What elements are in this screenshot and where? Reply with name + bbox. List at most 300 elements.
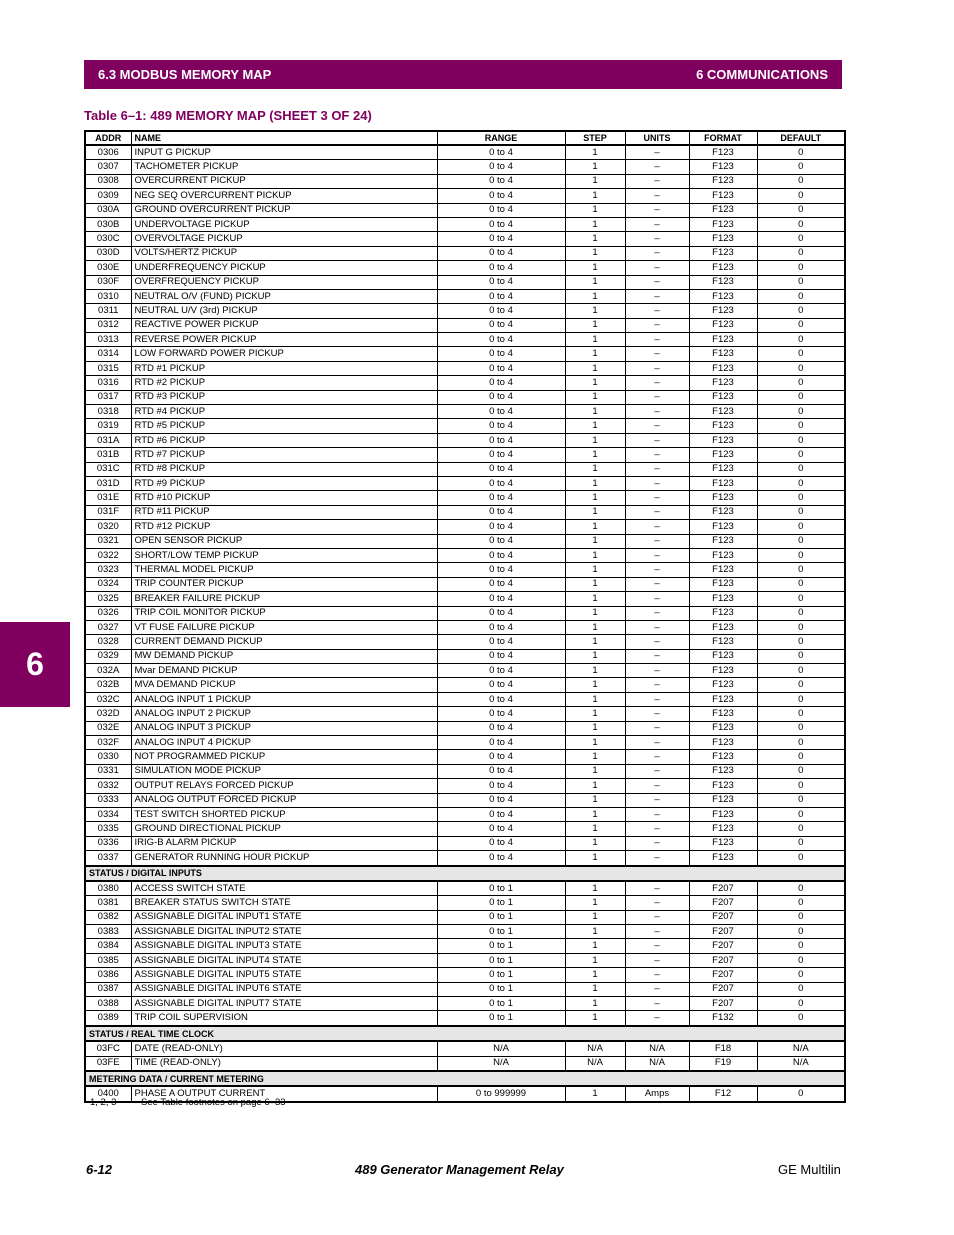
cell-default: 0	[757, 304, 845, 318]
cell-range: 0 to 4	[437, 174, 565, 188]
cell-addr: 0333	[85, 793, 131, 807]
cell-name: OPEN SENSOR PICKUP	[131, 534, 437, 548]
cell-name: NEUTRAL U/V (3rd) PICKUP	[131, 304, 437, 318]
cell-default: 0	[757, 261, 845, 275]
cell-addr: 030F	[85, 275, 131, 289]
cell-units: –	[625, 275, 689, 289]
cell-units: –	[625, 491, 689, 505]
cell-default: 0	[757, 534, 845, 548]
cell-units: –	[625, 232, 689, 246]
cell-name: TRIP COIL MONITOR PICKUP	[131, 606, 437, 620]
cell-step: 1	[565, 390, 625, 404]
cell-addr: 0327	[85, 620, 131, 634]
cell-default: 0	[757, 721, 845, 735]
cell-step: 1	[565, 577, 625, 591]
cell-default: 0	[757, 649, 845, 663]
cell-range: 0 to 4	[437, 606, 565, 620]
table-row	[85, 433, 845, 447]
cell-step: 1	[565, 692, 625, 706]
cell-addr: 0325	[85, 592, 131, 606]
cell-name: TRIP COUNTER PICKUP	[131, 577, 437, 591]
cell-step: 1	[565, 592, 625, 606]
cell-range: 0 to 999999	[437, 1086, 565, 1101]
cell-format: F123	[689, 606, 757, 620]
table-row	[85, 881, 845, 896]
cell-default: 0	[757, 925, 845, 939]
table-row	[85, 721, 845, 735]
cell-step: 1	[565, 1011, 625, 1026]
section-row	[85, 866, 845, 881]
cell-addr: 0381	[85, 896, 131, 910]
cell-range: 0 to 4	[437, 851, 565, 866]
cell-step: 1	[565, 620, 625, 634]
cell-format: F123	[689, 851, 757, 866]
cell-range: 0 to 4	[437, 520, 565, 534]
table-row	[85, 246, 845, 260]
cell-default: 0	[757, 563, 845, 577]
cell-name: IRIG-B ALARM PICKUP	[131, 836, 437, 850]
cell-default: N/A	[757, 1056, 845, 1071]
cell-units: –	[625, 1011, 689, 1026]
cell-format: F132	[689, 1011, 757, 1026]
cell-format: F123	[689, 390, 757, 404]
cell-format: F207	[689, 982, 757, 996]
cell-units: –	[625, 635, 689, 649]
table-row	[85, 376, 845, 390]
cell-units: –	[625, 968, 689, 982]
cell-addr: 032C	[85, 692, 131, 706]
cell-name: LOW FORWARD POWER PICKUP	[131, 347, 437, 361]
cell-name: UNDERFREQUENCY PICKUP	[131, 261, 437, 275]
cell-addr: 0309	[85, 189, 131, 203]
table-row	[85, 649, 845, 663]
table-row	[85, 333, 845, 347]
cell-default: 0	[757, 217, 845, 231]
cell-step: 1	[565, 318, 625, 332]
cell-format: F207	[689, 881, 757, 896]
cell-step: 1	[565, 881, 625, 896]
cell-units: –	[625, 692, 689, 706]
cell-range: 0 to 4	[437, 347, 565, 361]
cell-default: 0	[757, 376, 845, 390]
cell-range: 0 to 4	[437, 793, 565, 807]
cell-range: 0 to 4	[437, 836, 565, 850]
cell-units: –	[625, 289, 689, 303]
cell-addr: 03FE	[85, 1056, 131, 1071]
cell-format: F123	[689, 232, 757, 246]
cell-units: –	[625, 462, 689, 476]
cell-addr: 0388	[85, 997, 131, 1011]
cell-format: F123	[689, 750, 757, 764]
cell-units: –	[625, 376, 689, 390]
table-row	[85, 189, 845, 203]
cell-default: 0	[757, 736, 845, 750]
cell-default: 0	[757, 232, 845, 246]
cell-format: F123	[689, 736, 757, 750]
cell-name: ASSIGNABLE DIGITAL INPUT6 STATE	[131, 982, 437, 996]
cell-units: –	[625, 997, 689, 1011]
cell-addr: 031F	[85, 505, 131, 519]
cell-default: 0	[757, 881, 845, 896]
cell-step: 1	[565, 896, 625, 910]
cell-range: 0 to 4	[437, 318, 565, 332]
cell-name: REACTIVE POWER PICKUP	[131, 318, 437, 332]
cell-name: ASSIGNABLE DIGITAL INPUT1 STATE	[131, 910, 437, 924]
cell-default: 0	[757, 678, 845, 692]
cell-range: 0 to 1	[437, 896, 565, 910]
cell-default: 0	[757, 592, 845, 606]
cell-default: 0	[757, 997, 845, 1011]
table-row	[85, 232, 845, 246]
cell-step: 1	[565, 520, 625, 534]
cell-format: F207	[689, 953, 757, 967]
cell-name: PHASE A OUTPUT CURRENT	[131, 1086, 437, 1101]
cell-default: 0	[757, 160, 845, 174]
cell-format: F123	[689, 246, 757, 260]
cell-step: 1	[565, 534, 625, 548]
cell-step: 1	[565, 807, 625, 821]
cell-units: –	[625, 520, 689, 534]
cell-addr: 032F	[85, 736, 131, 750]
cell-addr: 0336	[85, 836, 131, 850]
cell-name: DATE (READ-ONLY)	[131, 1041, 437, 1056]
cell-default: 0	[757, 635, 845, 649]
cell-units: –	[625, 361, 689, 375]
table-row	[85, 982, 845, 996]
cell-format: F123	[689, 476, 757, 490]
cell-name: RTD #7 PICKUP	[131, 448, 437, 462]
cell-units: –	[625, 333, 689, 347]
cell-format: F123	[689, 145, 757, 160]
cell-units: –	[625, 174, 689, 188]
cell-units: –	[625, 476, 689, 490]
cell-default: 0	[757, 793, 845, 807]
cell-units: Amps	[625, 1086, 689, 1101]
cell-range: 0 to 4	[437, 779, 565, 793]
cell-default: 0	[757, 448, 845, 462]
cell-units: –	[625, 548, 689, 562]
cell-step: 1	[565, 289, 625, 303]
cell-default: N/A	[757, 1041, 845, 1056]
cell-default: 0	[757, 433, 845, 447]
cell-step: 1	[565, 606, 625, 620]
cell-default: 0	[757, 347, 845, 361]
cell-addr: 0335	[85, 822, 131, 836]
cell-name: BREAKER FAILURE PICKUP	[131, 592, 437, 606]
cell-name: MVA DEMAND PICKUP	[131, 678, 437, 692]
cell-step: 1	[565, 968, 625, 982]
table-row	[85, 1056, 845, 1071]
cell-default: 0	[757, 203, 845, 217]
cell-name: RTD #10 PICKUP	[131, 491, 437, 505]
cell-range: 0 to 4	[437, 822, 565, 836]
cell-name: CURRENT DEMAND PICKUP	[131, 635, 437, 649]
cell-units: –	[625, 592, 689, 606]
cell-addr: 0317	[85, 390, 131, 404]
cell-step: 1	[565, 189, 625, 203]
table-row	[85, 419, 845, 433]
cell-addr: 0387	[85, 982, 131, 996]
cell-addr: 030B	[85, 217, 131, 231]
table-row	[85, 405, 845, 419]
cell-range: 0 to 4	[437, 692, 565, 706]
cell-addr: 0382	[85, 910, 131, 924]
table-row	[85, 491, 845, 505]
cell-units: –	[625, 764, 689, 778]
cell-addr: 0313	[85, 333, 131, 347]
table-row	[85, 275, 845, 289]
cell-name: GROUND OVERCURRENT PICKUP	[131, 203, 437, 217]
cell-default: 0	[757, 189, 845, 203]
table-row	[85, 203, 845, 217]
cell-units: –	[625, 318, 689, 332]
cell-format: F207	[689, 910, 757, 924]
cell-addr: 0307	[85, 160, 131, 174]
cell-step: 1	[565, 721, 625, 735]
cell-step: 1	[565, 997, 625, 1011]
col-header-format: FORMAT	[689, 131, 757, 145]
table-body	[85, 145, 845, 1102]
section-label: STATUS / REAL TIME CLOCK	[85, 1026, 845, 1041]
cell-default: 0	[757, 1011, 845, 1026]
cell-range: 0 to 4	[437, 563, 565, 577]
cell-units: –	[625, 145, 689, 160]
cell-step: 1	[565, 203, 625, 217]
cell-units: –	[625, 347, 689, 361]
cell-addr: 0315	[85, 361, 131, 375]
cell-step: 1	[565, 347, 625, 361]
cell-units: –	[625, 606, 689, 620]
table-row	[85, 592, 845, 606]
cell-units: –	[625, 433, 689, 447]
cell-name: GROUND DIRECTIONAL PICKUP	[131, 822, 437, 836]
cell-step: 1	[565, 836, 625, 850]
table-row	[85, 707, 845, 721]
cell-default: 0	[757, 491, 845, 505]
cell-name: RTD #2 PICKUP	[131, 376, 437, 390]
cell-step: 1	[565, 376, 625, 390]
cell-default: 0	[757, 462, 845, 476]
cell-addr: 0332	[85, 779, 131, 793]
cell-format: F123	[689, 462, 757, 476]
table-row	[85, 476, 845, 490]
cell-range: 0 to 4	[437, 649, 565, 663]
cell-default: 0	[757, 822, 845, 836]
table-row	[85, 664, 845, 678]
cell-format: F123	[689, 793, 757, 807]
cell-default: 0	[757, 174, 845, 188]
cell-range: 0 to 4	[437, 217, 565, 231]
cell-default: 0	[757, 390, 845, 404]
cell-range: 0 to 4	[437, 390, 565, 404]
cell-format: F207	[689, 939, 757, 953]
cell-default: 0	[757, 606, 845, 620]
cell-range: 0 to 4	[437, 491, 565, 505]
cell-name: RTD #12 PICKUP	[131, 520, 437, 534]
cell-name: BREAKER STATUS SWITCH STATE	[131, 896, 437, 910]
table-row	[85, 261, 845, 275]
cell-default: 0	[757, 807, 845, 821]
cell-default: 0	[757, 620, 845, 634]
cell-units: –	[625, 881, 689, 896]
cell-addr: 0328	[85, 635, 131, 649]
table-row	[85, 836, 845, 850]
cell-default: 0	[757, 953, 845, 967]
cell-addr: 031D	[85, 476, 131, 490]
cell-name: TRIP COIL SUPERVISION	[131, 1011, 437, 1026]
cell-default: 0	[757, 333, 845, 347]
footnote-text: See Table footnotes on page 6–33	[141, 1097, 286, 1108]
table-row	[85, 505, 845, 519]
cell-name: RTD #4 PICKUP	[131, 405, 437, 419]
cell-step: 1	[565, 491, 625, 505]
cell-addr: 030D	[85, 246, 131, 260]
cell-addr: 0312	[85, 318, 131, 332]
cell-name: RTD #5 PICKUP	[131, 419, 437, 433]
cell-range: 0 to 4	[437, 620, 565, 634]
cell-format: F123	[689, 217, 757, 231]
cell-format: F123	[689, 592, 757, 606]
cell-addr: 030E	[85, 261, 131, 275]
cell-units: –	[625, 896, 689, 910]
cell-step: 1	[565, 635, 625, 649]
cell-step: 1	[565, 476, 625, 490]
cell-default: 0	[757, 419, 845, 433]
cell-addr: 032B	[85, 678, 131, 692]
cell-default: 0	[757, 1086, 845, 1101]
cell-units: –	[625, 620, 689, 634]
cell-range: 0 to 4	[437, 577, 565, 591]
cell-units: –	[625, 851, 689, 866]
cell-addr: 0384	[85, 939, 131, 953]
cell-range: 0 to 4	[437, 462, 565, 476]
cell-format: F123	[689, 620, 757, 634]
cell-range: 0 to 4	[437, 246, 565, 260]
table-row	[85, 925, 845, 939]
cell-range: 0 to 4	[437, 534, 565, 548]
cell-step: 1	[565, 246, 625, 260]
cell-units: –	[625, 925, 689, 939]
cell-addr: 0380	[85, 881, 131, 896]
cell-addr: 0389	[85, 1011, 131, 1026]
cell-units: –	[625, 649, 689, 663]
cell-range: 0 to 4	[437, 807, 565, 821]
cell-range: 0 to 1	[437, 939, 565, 953]
cell-name: VT FUSE FAILURE PICKUP	[131, 620, 437, 634]
cell-range: 0 to 4	[437, 764, 565, 778]
cell-range: 0 to 4	[437, 203, 565, 217]
footnote	[90, 1097, 286, 1108]
cell-units: –	[625, 664, 689, 678]
cell-units: –	[625, 261, 689, 275]
cell-format: F123	[689, 836, 757, 850]
cell-name: TIME (READ-ONLY)	[131, 1056, 437, 1071]
table-row	[85, 793, 845, 807]
cell-name: ANALOG INPUT 1 PICKUP	[131, 692, 437, 706]
cell-range: 0 to 4	[437, 664, 565, 678]
cell-range: 0 to 1	[437, 982, 565, 996]
cell-step: 1	[565, 261, 625, 275]
cell-default: 0	[757, 275, 845, 289]
cell-name: TEST SWITCH SHORTED PICKUP	[131, 807, 437, 821]
cell-default: 0	[757, 664, 845, 678]
cell-range: 0 to 4	[437, 275, 565, 289]
table-row	[85, 968, 845, 982]
cell-format: F123	[689, 678, 757, 692]
cell-name: INPUT G PICKUP	[131, 145, 437, 160]
cell-range: 0 to 4	[437, 189, 565, 203]
cell-format: F123	[689, 318, 757, 332]
cell-step: 1	[565, 448, 625, 462]
cell-format: F123	[689, 692, 757, 706]
cell-format: F123	[689, 649, 757, 663]
document-title: 489 Generator Management Relay	[355, 1162, 564, 1177]
cell-addr: 0326	[85, 606, 131, 620]
section-row	[85, 1026, 845, 1041]
cell-units: –	[625, 721, 689, 735]
footnote-key: 1, 2, 3	[90, 1097, 117, 1108]
cell-addr: 030C	[85, 232, 131, 246]
cell-name: RTD #11 PICKUP	[131, 505, 437, 519]
cell-format: F123	[689, 433, 757, 447]
cell-addr: 0316	[85, 376, 131, 390]
cell-step: 1	[565, 333, 625, 347]
cell-format: F18	[689, 1041, 757, 1056]
cell-units: –	[625, 534, 689, 548]
cell-format: F207	[689, 997, 757, 1011]
cell-addr: 0400	[85, 1086, 131, 1101]
cell-range: 0 to 1	[437, 925, 565, 939]
cell-addr: 0308	[85, 174, 131, 188]
cell-range: 0 to 4	[437, 145, 565, 160]
cell-default: 0	[757, 577, 845, 591]
cell-step: 1	[565, 405, 625, 419]
table-row	[85, 1011, 845, 1026]
page-number: 6-12	[86, 1162, 113, 1177]
cell-step: 1	[565, 275, 625, 289]
table-row	[85, 534, 845, 548]
cell-addr: 032D	[85, 707, 131, 721]
cell-name: UNDERVOLTAGE PICKUP	[131, 217, 437, 231]
cell-units: –	[625, 707, 689, 721]
cell-units: –	[625, 217, 689, 231]
cell-format: F123	[689, 721, 757, 735]
memory-map-table	[84, 130, 846, 1103]
table-row	[85, 289, 845, 303]
cell-step: 1	[565, 707, 625, 721]
table-row	[85, 520, 845, 534]
cell-format: F207	[689, 968, 757, 982]
cell-range: 0 to 4	[437, 448, 565, 462]
cell-units: –	[625, 448, 689, 462]
cell-addr: 031B	[85, 448, 131, 462]
cell-range: 0 to 1	[437, 910, 565, 924]
cell-default: 0	[757, 750, 845, 764]
cell-step: 1	[565, 793, 625, 807]
cell-range: 0 to 4	[437, 707, 565, 721]
table-row	[85, 606, 845, 620]
cell-default: 0	[757, 692, 845, 706]
cell-units: –	[625, 678, 689, 692]
cell-step: 1	[565, 664, 625, 678]
chapter-title: 6 COMMUNICATIONS	[696, 67, 828, 82]
cell-format: F123	[689, 289, 757, 303]
cell-format: F123	[689, 275, 757, 289]
cell-units: –	[625, 793, 689, 807]
cell-step: 1	[565, 304, 625, 318]
cell-name: NEUTRAL O/V (FUND) PICKUP	[131, 289, 437, 303]
cell-units: –	[625, 779, 689, 793]
